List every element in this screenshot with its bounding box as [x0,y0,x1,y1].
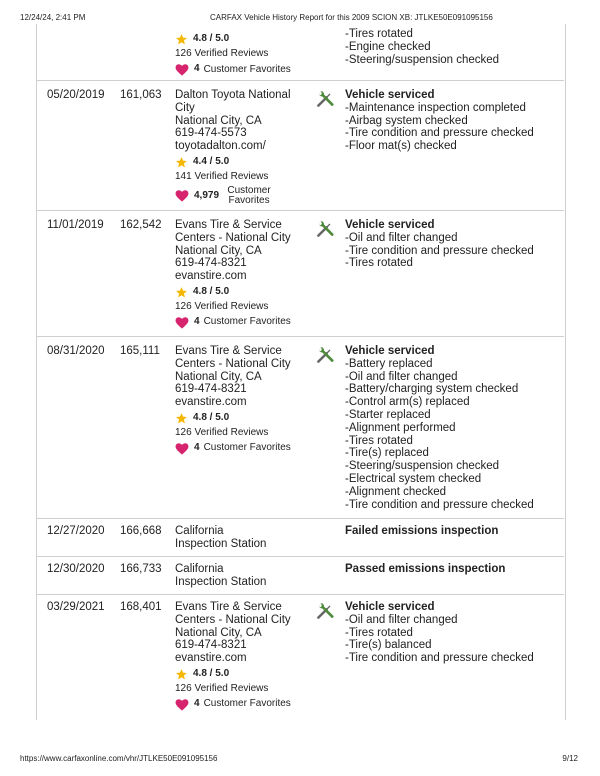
service-detail-line: -Tires rotated [345,28,413,40]
record-date: 12/27/2020 [47,525,105,537]
dealer-phone: 619-474-8321 [175,383,247,396]
record-odometer: 162,542 [120,219,162,231]
record-odometer: 166,668 [120,525,162,537]
favorites-label: Customer Favorites [203,316,291,328]
service-detail-line: -Steering/suspension checked [345,460,500,473]
service-detail-line: -Battery replaced [345,357,433,370]
service-detail-line: -Starter replaced [345,408,431,421]
star-icon [175,156,188,169]
service-detail-line: -Steering/suspension checked [345,53,500,66]
service-title: Vehicle serviced [345,219,435,231]
record-date: 12/30/2020 [47,563,105,575]
star-icon [175,412,188,425]
heart-icon [175,442,189,455]
service-title: Vehicle serviced [345,345,435,357]
dealer-phone: 619-474-8321 [175,257,247,270]
heart-icon [175,316,189,329]
row-divider [36,80,564,81]
report-title: CARFAX Vehicle History Report for this 2009 SCION XB: JTLKE50E091095156 [210,13,493,22]
dealer-rating [175,33,291,46]
service-detail-line: -Electrical system checked [345,472,482,485]
customer-favorites [175,316,291,329]
dealer-name: City [175,101,195,114]
dealer-website[interactable]: evanstire.com [175,396,247,409]
service-detail-line: -Tires rotated [345,626,413,639]
dealer-location: National City, CA [175,244,262,257]
record-odometer: 168,401 [120,601,162,613]
dealer-name: Inspection Station [175,537,267,550]
service-title: Passed emissions inspection [345,563,506,575]
dealer-name: Centers - National City [175,613,291,626]
service-detail-line: -Airbag system checked [345,114,468,127]
rating-value: 4.8 / 5.0 [193,668,230,680]
row-divider [36,594,564,595]
dealer-name: Evans Tire & Service [175,219,282,231]
dealer-rating [175,668,291,681]
record-date: 08/31/2020 [47,345,105,357]
dealer-name: Inspection Station [175,575,267,588]
verified-reviews: 126 Verified Reviews [175,682,269,694]
dealer-website[interactable]: evanstire.com [175,652,247,665]
page-url: https://www.carfaxonline.com/vhr/JTLKE50E091095156 [20,754,218,763]
rating-value: 4.8 / 5.0 [193,412,230,424]
service-detail-line: -Floor mat(s) checked [345,140,457,153]
favorites-label: Customer Favorites [203,698,291,710]
dealer-info [175,219,291,329]
dealer-info [175,525,266,551]
verified-reviews: 126 Verified Reviews [175,300,269,312]
dealer-name: Dalton Toyota National [175,89,291,101]
star-icon [175,33,188,46]
dealer-name: Evans Tire & Service [175,601,282,613]
dealer-phone: 619-474-5573 [175,127,247,140]
dealer-name: Centers - National City [175,357,291,370]
service-details [345,89,534,153]
favorites-count: 4 [194,63,200,75]
service-detail-line: -Tire(s) replaced [345,447,429,460]
record-date: 05/20/2019 [47,89,105,101]
service-detail-line: -Oil and filter changed [345,370,458,383]
page-number: 9/12 [562,754,578,763]
row-divider [36,336,564,337]
service-detail-line: -Maintenance inspection completed [345,101,526,114]
row-divider [36,518,564,519]
service-title: Vehicle serviced [345,89,435,101]
service-title: Vehicle serviced [345,601,435,613]
dealer-name: Centers - National City [175,231,291,244]
dealer-info [175,601,291,711]
rating-value: 4.8 / 5.0 [193,286,230,298]
wrench-icon [315,601,335,621]
favorites-label: Customer Favorites [203,442,291,454]
dealer-name: Evans Tire & Service [175,345,282,357]
service-details [345,525,498,538]
row-divider [36,556,564,557]
dealer-name: California [175,525,224,537]
record-date: 11/01/2019 [47,219,104,231]
favorites-count: 4 [194,698,200,710]
verified-reviews: 126 Verified Reviews [175,48,269,59]
rating-value: 4.8 / 5.0 [193,33,230,45]
record-date: 03/29/2021 [47,601,105,613]
record-odometer: 166,733 [120,563,162,575]
verified-reviews: 141 Verified Reviews [175,170,269,182]
heart-icon [175,63,189,76]
star-icon [175,668,188,681]
service-details [345,345,534,511]
dealer-info [175,345,291,455]
heart-icon [175,189,189,202]
dealer-rating [175,156,291,169]
rating-value: 4.4 / 5.0 [193,156,230,168]
service-detail-line: -Tire condition and pressure checked [345,498,534,511]
dealer-rating [175,286,291,299]
service-detail-line: -Control arm(s) replaced [345,396,470,409]
dealer-rating [175,412,291,425]
service-detail-line: -Tire(s) balanced [345,639,432,652]
dealer-info [175,89,291,206]
row-divider [36,210,564,211]
favorites-count: 4,979 [194,189,220,201]
dealer-website[interactable]: toyotadalton.com/ [175,140,266,153]
dealer-location: National City, CA [175,114,262,127]
customer-favorites [175,442,291,455]
service-details [345,563,505,576]
service-detail-line: -Alignment checked [345,485,446,498]
record-odometer: 161,063 [120,89,162,101]
customer-favorites [175,186,291,206]
favorites-label: Customer Favorites [227,184,271,206]
service-detail-line: -Tires rotated [345,257,413,270]
dealer-website[interactable]: evanstire.com [175,270,247,283]
service-detail-line: -Oil and filter changed [345,613,458,626]
favorites-count: 4 [194,442,200,454]
service-details [345,28,499,66]
service-detail-line: -Alignment performed [345,421,456,434]
star-icon [175,286,188,299]
service-detail-line: -Tires rotated [345,434,413,447]
dealer-info [175,30,291,76]
favorites-count: 4 [194,316,200,328]
service-detail-line: -Engine checked [345,40,431,53]
customer-favorites [175,63,291,76]
dealer-name: California [175,563,224,575]
record-odometer: 165,111 [120,345,160,357]
service-details [345,219,534,270]
favorites-label: Customer Favorites [203,63,291,75]
print-datetime: 12/24/24, 2:41 PM [20,13,86,22]
heart-icon [175,698,189,711]
service-detail-line: -Tire condition and pressure checked [345,127,534,140]
customer-favorites [175,698,291,711]
wrench-icon [315,89,335,109]
verified-reviews: 126 Verified Reviews [175,426,269,438]
wrench-icon [315,219,335,239]
dealer-location: National City, CA [175,626,262,639]
dealer-phone: 619-474-8321 [175,639,247,652]
dealer-location: National City, CA [175,370,262,383]
service-detail-line: -Tire condition and pressure checked [345,244,534,257]
service-detail-line: -Oil and filter changed [345,231,458,244]
service-details [345,601,534,665]
service-title: Failed emissions inspection [345,525,499,537]
dealer-info [175,563,266,589]
service-detail-line: -Battery/charging system checked [345,383,519,396]
service-detail-line: -Tire condition and pressure checked [345,652,534,665]
wrench-icon [315,345,335,365]
